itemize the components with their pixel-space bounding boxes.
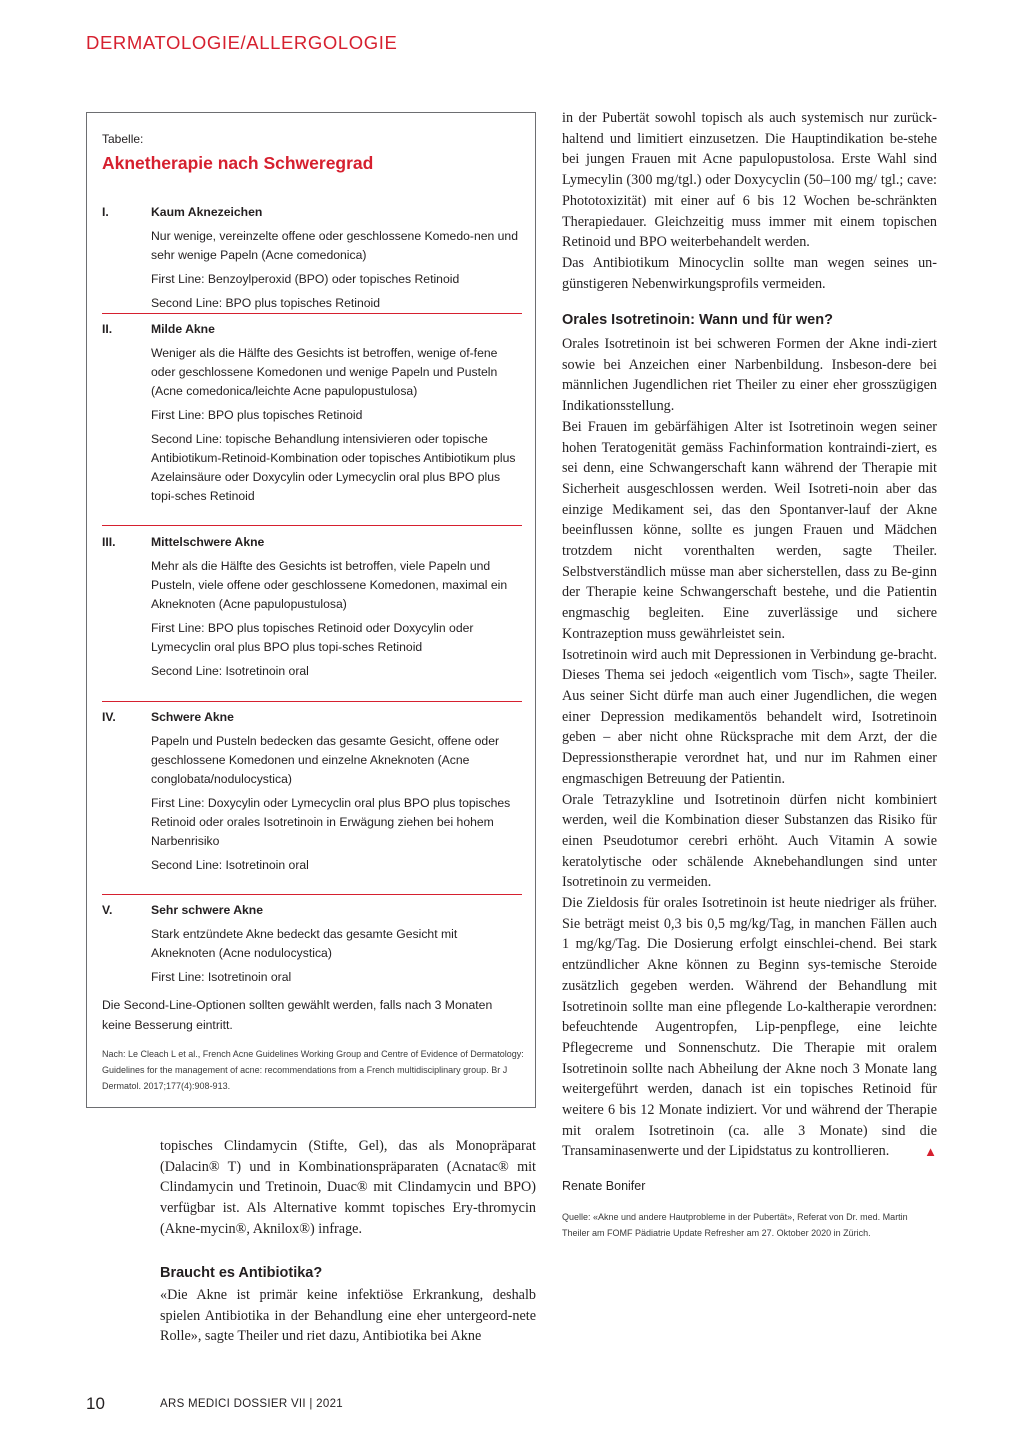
row-description: Weniger als die Hälfte des Gesichts ist betroffen, wenige of-fene oder geschlossene Komedonen und wenige Papeln und Pusteln (Acne comedonica/leichte Acne papulopustulosa) [151,346,498,398]
row-first-line: First Line: BPO plus topisches Retinoid oder Doxycylin oder Lymecyclin oral plus BPO plus topi-sches Retinoid [151,621,474,654]
row-first-line: First Line: Isotretinoin oral [151,970,292,984]
row-title: Milde Akne [151,322,215,336]
subheading: Braucht es Antibiotika? [160,1265,323,1281]
page-number: 10 [86,1394,105,1413]
paragraph: topisches Clindamycin (Stifte, Gel), das als Monopräparat (Dalacin® T) und in Kombinationspräparaten (Acnatac® mit Clindamycin und Tretinoin, Duac® mit Clindamycin und BPO) verfügbar ist. Als Alternative kommt topisches Ery-thromycin (Akne-mycin®, Aknilox®) infrage. [160,1138,536,1237]
row-description: Stark entzündete Akne bedeckt das gesamte Gesicht mit Akneknoten (Acne nodulocystica) [151,927,458,960]
row-divider [102,701,522,702]
row-second-line: Second Line: Isotretinoin oral [151,858,309,872]
paragraph-text: Die Zieldosis für orales Isotretinoin ist heute niedriger als früher. Sie beträgt meist 0,3 bis 0,5 mg/kg/Tag, in manchen Fällen auch 1 mg/kg/Tag. Die Dosierung erfolgt einschlei-chend. Bei stark entzündlicher Akne können zu Beginn sys-temische Steroide zusätzlich gegeben werden. Während der Behandlung mit Isotretinoin sollte man eine pflegende Lo-kaltherapie verordnen: befeuchtende Augentropfen, Lip-penpflege, eine leichte Pflegecreme und Sonnenschutz. Die Therapie mit oralem Isotretinoin sollte nach Abheilung der Akne noch 3 Monate lang weitergeführt werden, danach ist ein topisches Retinoid für weitere 6 bis 12 Monate indiziert. Vor und während der Therapie mit oralem Isotretinoin (ca. alle 3 Monate) sind die Transaminasenwerte und der Lipidstatus zu kontrollieren. [562,895,937,1160]
row-title: Schwere Akne [151,710,234,724]
table-title: Aknetherapie nach Schweregrad [102,153,374,173]
row-title: Kaum Aknezeichen [151,205,263,219]
left-column [160,1136,536,1240]
row-second-line: Second Line: BPO plus topisches Retinoid [151,296,380,310]
end-triangle-icon: ▲ [924,1144,937,1160]
row-divider [102,894,522,895]
author: Renate Bonifer [562,1179,646,1194]
row-description: Nur wenige, vereinzelte offene oder geschlossene Komedo-nen und sehr wenige Papeln (Acne comedonica) [151,229,518,262]
table-label: Tabelle: [102,132,144,146]
row-title: Sehr schwere Akne [151,903,263,917]
paragraph: «Die Akne ist primär keine infektiöse Erkrankung, deshalb spielen Antibiotika in der Behandlung eine eher untergeord-nete Rolle», sagte Theiler und riet dazu, Antibiotika bei Akne [160,1287,536,1345]
right-column [562,108,937,1241]
paragraph-final [562,893,937,1162]
row-description: Mehr als die Hälfte des Gesichts ist betroffen, viele Papeln und Pusteln, viele offene oder geschlossene Komedonen, maximal ein Akneknoten (Acne papulopustulosa) [151,559,508,611]
source-note: Quelle: «Akne und andere Hautprobleme in der Pubertät», Referat von Dr. med. Martin Theiler am FOMF Pädiatrie Update Refresher am 27. Oktober 2020 in Zürich. [562,1211,908,1238]
row-number: I. [102,205,109,219]
paragraph: Bei Frauen im gebärfähigen Alter ist Isotretinoin wegen seiner hohen Teratogenität gemäss Fachinformation kontraindi-ziert, es sei denn, eine Schwangerschaft kann während der Therapie mit Sicherheit ausgeschlossen werden. Weil Isotreti-noin aber das einzige Medikament sei, das den Spontanver-lauf der Akne beeinflussen könne, sollte es jungen Frauen und Mädchen trotzdem nicht vorenthalten werden, sagte Theiler. Selbstverständlich müsse man aber sicherstellen, dass zu Be-ginn der Therapie keine Schwangerschaft bestehe, und die Patientin engmaschig begleiten. Eine zuverlässige und sichere Kontrazeption muss gewährleistet sein. [562,418,937,642]
table-source: Nach: Le Cleach L et al., French Acne Guidelines Working Group and Centre of Evidence of Dermatology: Guidelines for the management of acne: recommendations from a French multidisciplinary group. Br J Dermatol. 2017;177(4):908-913. [102,1049,524,1091]
subheading: Orales Isotretinoin: Wann und für wen? [562,312,833,329]
left-column-continued [160,1285,536,1347]
paragraph: Isotretinoin wird auch mit Depressionen in Verbindung ge-bracht. Dieses Thema sei jedoch «eigentlich vom Tisch», sagte Theiler. Aus seiner Sicht dürfe man auch einer Jugendlichen, die wegen einer Depression medikamentös behandelt wird, Isotretinoin geben – aber nicht ohne Rücksprache mit dem Arzt, der die Depressionstherapie verordnet hat, und nur im Rahmen einer engmaschigen Betreuung der Patientin. [562,646,937,787]
row-number: II. [102,322,113,336]
row-first-line: First Line: Doxycylin oder Lymecyclin oral plus BPO plus topisches Retinoid oder orales Isotretinoin in Erwägung ziehen bei hohem Narbenrisiko [151,796,511,848]
row-second-line: Second Line: Isotretinoin oral [151,664,309,678]
paragraph: in der Pubertät sowohl topisch als auch systemisch nur zurück-haltend und limitiert einzusetzen. Die Hauptindikation be-stehe bei jungen Frauen mit Acne papulopustolosa. Erste Wahl sind Lymecylin (300 mg/tgl.) oder Doxycyclin (50–100 mg/ tgl.; cave: Phototoxizität) mit einer auf 6 bis 12 Wochen be-schränkten Therapiedauer. Gleichzeitig muss immer mit einem topischen Retinoid und BPO weiterbehandelt werden. [562,110,937,251]
paragraph: Orale Tetrazykline und Isotretinoin dürfen nicht kombiniert werden, weil die Kombination dieser Substanzen das Risiko für einen Pseudotumor cerebri erhöht. Auch Vitamin A sowie keratolytische oder schälende Aknebehandlungen sind unter Isotretinoin zu vermeiden. [562,791,937,891]
journal-name: ARS MEDICI DOSSIER VII | 2021 [160,1398,343,1410]
section-header: DERMATOLOGIE/ALLERGOLOGIE [86,32,398,53]
row-number: III. [102,535,116,549]
row-divider [102,313,522,314]
row-title: Mittelschwere Akne [151,535,265,549]
row-divider [102,525,522,526]
row-description: Papeln und Pusteln bedecken das gesamte Gesicht, offene oder geschlossene Komedonen und einzelne Akneknoten (Acne conglobata/nodulocystica) [151,734,500,786]
row-first-line: First Line: BPO plus topisches Retinoid [151,408,363,422]
table-note: Die Second-Line-Optionen sollten gewählt werden, falls nach 3 Monaten keine Besserung eintritt. [102,998,493,1032]
paragraph: Orales Isotretinoin ist bei schweren Formen der Akne indi-ziert sowie bei Anzeichen einer Narbenbildung. Insbeson-dere bei männlichen Jugendlichen riet Theiler zu einer eher grosszügigen Indikationsstellung. [562,336,937,415]
paragraph: Das Antibiotikum Minocyclin sollte man wegen seines un-günstigeren Nebenwirkungsprofils vermeiden. [562,254,937,292]
row-first-line: First Line: Benzoylperoxid (BPO) oder topisches Retinoid [151,272,460,286]
row-number: V. [102,903,113,917]
table-box [86,112,536,1108]
row-number: IV. [102,710,116,724]
row-second-line: Second Line: topische Behandlung intensivieren oder topische Antibiotikum-Retinoid-Kombination oder topisches Antibiotikum plus Azelainsäure oder Doxycylin oder Lymecyclin oral plus BPO plus topi-sches Retinoid [151,432,516,503]
